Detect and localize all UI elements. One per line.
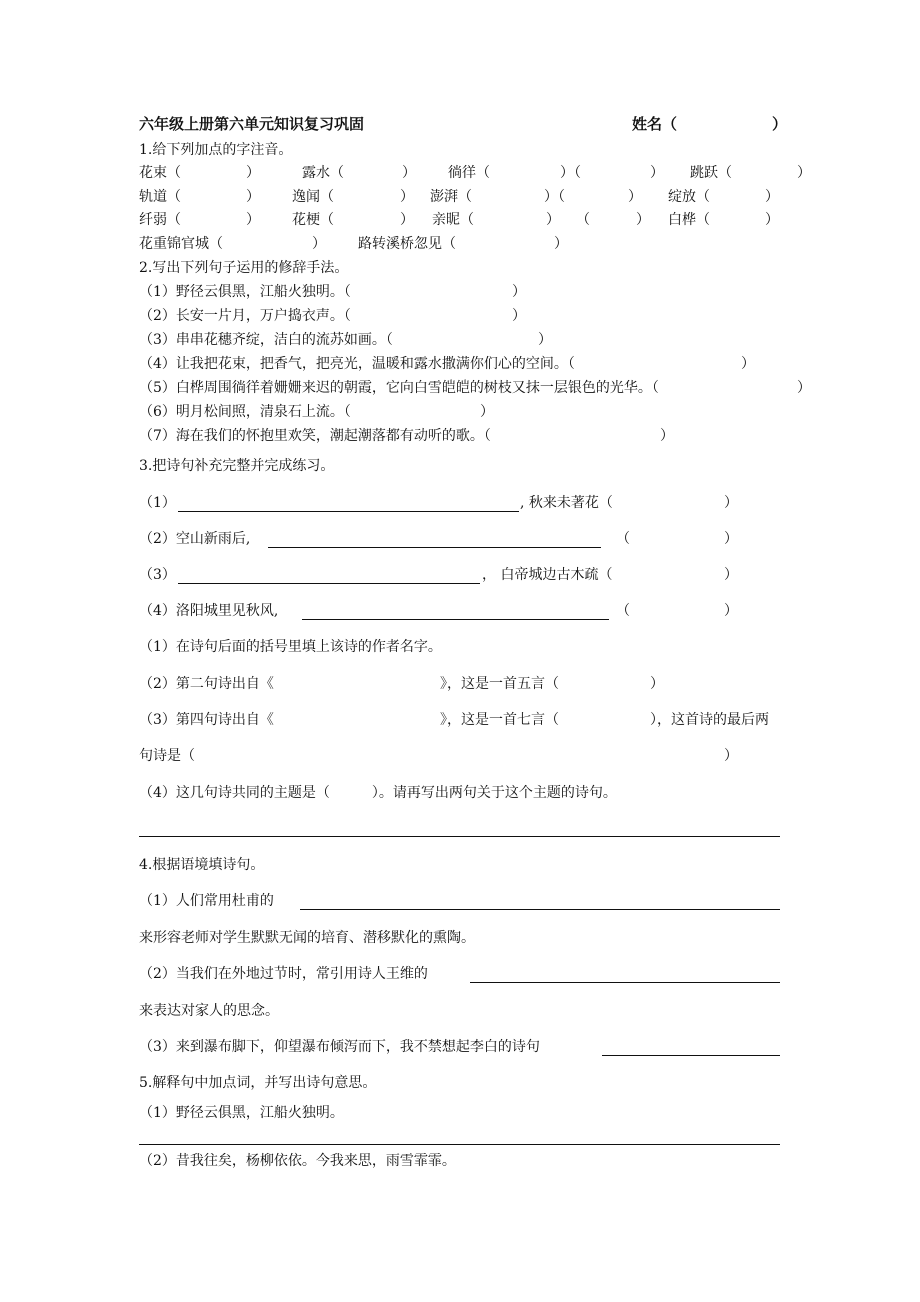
name-label: 姓名（ xyxy=(632,115,678,133)
q1-cell: 路转溪桥忽见（ xyxy=(358,236,456,252)
q1-cell: ） xyxy=(400,189,414,205)
q4-blank[interactable] xyxy=(602,1055,780,1056)
q1-cell: ） xyxy=(246,165,260,181)
q3-sub-3-c: ），这首诗的最后两 xyxy=(650,712,769,728)
q1-cell: 绽放（ xyxy=(668,189,710,205)
q1-cell: 徜徉（ xyxy=(448,165,490,181)
q2-item-text: （2）长安一片月，万户捣衣声。（ xyxy=(139,308,351,324)
q5-item-1: （1）野径云俱黑，江船火独明。 xyxy=(139,1105,344,1121)
q1-cell: ） xyxy=(546,212,560,228)
q3-line-pre: （2）空山新雨后, xyxy=(139,531,251,547)
q1-cell: ）（ xyxy=(544,189,565,205)
q1-cell: ） xyxy=(246,189,260,205)
q3-sub-1: （1）在诗句后面的括号里填上该诗的作者名字。 xyxy=(139,639,442,655)
q3-sub-4: （4）这几句诗共同的主题是（ ）。请再写出两句关于这个主题的诗句。 xyxy=(139,785,617,801)
q3-line-post: ， 白帝城边古木疏（ xyxy=(482,567,613,583)
q3-line-pre: （4）洛阳城里见秋风, xyxy=(139,603,279,619)
q4-item-text: （3）来到瀑布脚下，仰望瀑布倾泻而下，我不禁想起李白的诗句 xyxy=(139,1039,540,1055)
q4-item-text: （1）人们常用杜甫的 xyxy=(139,893,274,909)
q3-sub-3-a: （3）第四句诗出自《 xyxy=(139,712,274,728)
q1-cell: （ xyxy=(576,212,590,228)
q1-cell: ）（ xyxy=(560,165,581,181)
q3-blank[interactable] xyxy=(178,583,480,584)
q3-line-post: （ xyxy=(616,531,630,547)
name-close: ） xyxy=(772,115,788,133)
q2-item-text: （5）白桦周围徜徉着姗姗来迟的朝霞，它向白雪皑皑的树枝又抹一层银色的光华。（ xyxy=(139,380,659,396)
q1-cell: ） xyxy=(400,212,414,228)
q3-line-post: （ xyxy=(616,603,630,619)
q1-heading: 1.给下列加点的字注音。 xyxy=(139,142,293,158)
q5-heading: 5.解释句中加点词，并写出诗句意思。 xyxy=(139,1075,377,1091)
q3-answer-line[interactable] xyxy=(139,836,780,837)
q1-cell: 轨道（ xyxy=(139,189,181,205)
q1-cell: 白桦（ xyxy=(668,212,710,228)
q3-blank[interactable] xyxy=(302,619,609,620)
q2-item-close: ） xyxy=(660,428,674,444)
q1-cell: ） xyxy=(636,212,650,228)
q3-sub-2-a: （2）第二句诗出自《 xyxy=(139,676,274,692)
q4-item-text: （2）当我们在外地过节时，常引用诗人王维的 xyxy=(139,966,428,982)
q4-blank[interactable] xyxy=(470,982,780,983)
q3-sub-3-d: 句诗是（ xyxy=(139,748,195,764)
q2-item-text: （6）明月松间照，清泉石上流。（ xyxy=(139,404,351,420)
q3-line-close: ） xyxy=(724,567,738,583)
q5-answer-line[interactable] xyxy=(139,1144,780,1145)
q2-heading: 2.写出下列句子运用的修辞手法。 xyxy=(139,260,349,276)
q3-line-close: ） xyxy=(724,603,738,619)
q1-cell: ） xyxy=(628,189,642,205)
q1-cell: 花重锦官城（ xyxy=(139,236,223,252)
q1-cell: ） xyxy=(797,165,811,181)
q2-item-close: ） xyxy=(512,284,526,300)
q1-cell: ） xyxy=(402,165,416,181)
q2-item-text: （7）海在我们的怀抱里欢笑，潮起潮落都有动听的歌。（ xyxy=(139,428,491,444)
q1-cell: 花束（ xyxy=(139,165,181,181)
q2-item-text: （4）让我把花束，把香气，把亮光，温暖和露水撒满你们心的空间。（ xyxy=(139,356,575,372)
q2-item-close: ） xyxy=(480,404,494,420)
q1-cell: 澎湃（ xyxy=(430,189,472,205)
q1-cell: ） xyxy=(312,236,326,252)
q2-item-text: （3）串串花穗齐绽，洁白的流苏如画。（ xyxy=(139,332,393,348)
q2-item-close: ） xyxy=(512,308,526,324)
q1-cell: ） xyxy=(554,236,568,252)
q4-item-1-cont: 来形容老师对学生默默无闻的培育、潜移默化的熏陶。 xyxy=(139,930,475,946)
q1-cell: 露水（ xyxy=(302,165,344,181)
q3-sub-2-b: 》，这是一首五言（ xyxy=(440,676,559,692)
q2-item-close: ） xyxy=(797,380,811,396)
q3-line-close: ） xyxy=(724,495,738,511)
q3-sub-3-e: ） xyxy=(724,748,738,764)
q3-blank[interactable] xyxy=(178,511,519,512)
q1-cell: 跳跃（ xyxy=(690,165,732,181)
q3-blank[interactable] xyxy=(268,547,601,548)
q1-cell: 花梗（ xyxy=(292,212,334,228)
q1-cell: ） xyxy=(650,165,664,181)
q1-cell: ） xyxy=(765,212,779,228)
q5-item-2: （2）昔我往矣，杨柳依依。今我来思，雨雪霏霏。 xyxy=(139,1153,456,1169)
q1-cell: 纤弱（ xyxy=(139,212,181,228)
q1-cell: 亲昵（ xyxy=(432,212,474,228)
page-title: 六年级上册第六单元知识复习巩固 xyxy=(139,115,365,133)
q1-cell: 逸闻（ xyxy=(292,189,334,205)
q1-cell: ） xyxy=(246,212,260,228)
q3-line-pre: （1） xyxy=(139,495,176,511)
q3-sub-3-b: 》，这是一首七言（ xyxy=(440,712,559,728)
q1-cell: ） xyxy=(765,189,779,205)
q3-line-pre: （3） xyxy=(139,567,176,583)
q4-heading: 4.根据语境填诗句。 xyxy=(139,857,265,873)
q2-item-close: ） xyxy=(538,332,552,348)
q3-heading: 3.把诗句补充完整并完成练习。 xyxy=(139,458,335,474)
q3-line-post: , 秋来未著花（ xyxy=(520,495,613,511)
q3-line-close: ） xyxy=(724,531,738,547)
q4-item-2-cont: 来表达对家人的思念。 xyxy=(139,1003,279,1019)
q4-blank[interactable] xyxy=(300,909,780,910)
q2-item-close: ） xyxy=(741,356,755,372)
q3-sub-2-c: ） xyxy=(650,676,664,692)
q2-item-text: （1）野径云俱黑，江船火独明。（ xyxy=(139,284,351,300)
